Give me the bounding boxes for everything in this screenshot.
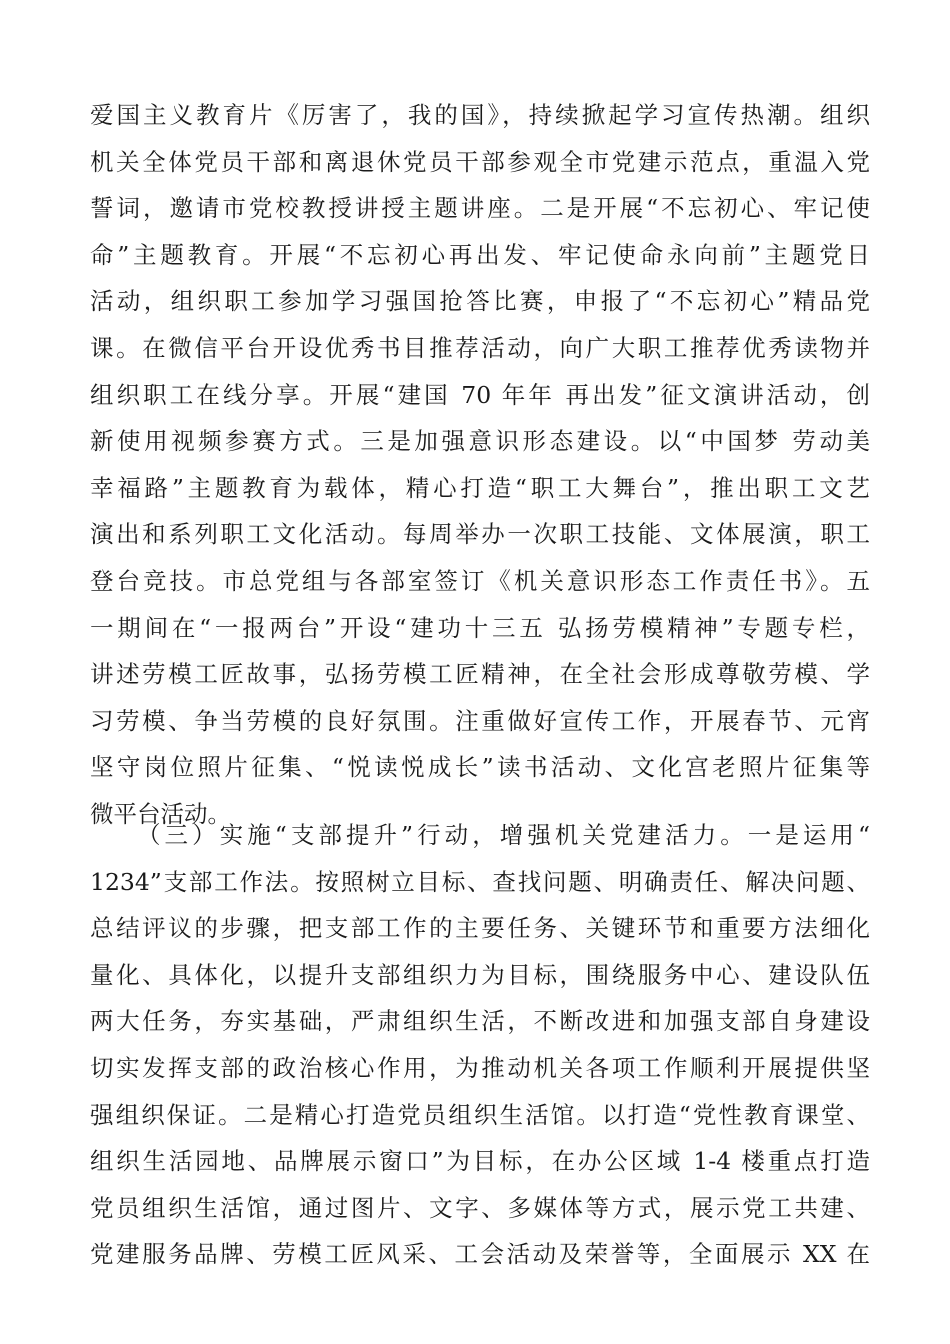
text-line: 机关全体党员干部和离退休党员干部参观全市党建示范点，重温入党 <box>90 147 870 176</box>
paragraph-1 <box>90 92 870 838</box>
text-line: 爱国主义教育片《厉害了，我的国》，持续掀起学习宣传热潮。组织 <box>90 101 870 129</box>
text-line: 组织生活园地、品牌展示窗口”为目标，在办公区域 1-4 楼重点打造 <box>90 1147 870 1176</box>
text-line: 习劳模、争当劳模的良好氛围。注重做好宣传工作，开展春节、元宵 <box>90 706 870 735</box>
text-line: 微平台活动。 <box>90 799 231 828</box>
text-line: 讲述劳模工匠故事，弘扬劳模工匠精神，在全社会形成尊敬劳模、学 <box>90 660 870 689</box>
text-line: 1234”支部工作法。按照树立目标、查找问题、明确责任、解决问题、 <box>90 867 870 896</box>
text-line: 党建服务品牌、劳模工匠风采、工会活动及荣誉等，全面展示 XX 在 <box>90 1240 870 1269</box>
text-line: 活动，组织职工参加学习强国抢答比赛，申报了“不忘初心”精品党 <box>90 287 870 316</box>
text-line: 组织职工在线分享。开展“建国 70 年年 再出发”征文演讲活动，创 <box>90 380 870 409</box>
text-line: 强组织保证。二是精心打造党员组织生活馆。以打造“党性教育课堂、 <box>90 1100 870 1129</box>
section-heading-line: （三）实施“支部提升”行动，增强机关党建活力。一是运用“ <box>137 821 870 849</box>
text-line: 课。在微信平台开设优秀书目推荐活动，向广大职工推荐优秀读物并 <box>90 333 870 362</box>
text-line: 一期间在“一报两台”开设“建功十三五 弘扬劳模精神”专题专栏， <box>90 613 870 642</box>
text-line: 坚守岗位照片征集、“悦读悦成长”读书活动、文化宫老照片征集等 <box>90 753 870 782</box>
paragraph-2 <box>90 812 870 1278</box>
text-line: 誓词，邀请市党校教授讲授主题讲座。二是开展“不忘初心、牢记使 <box>90 194 870 223</box>
text-line: 演出和系列职工文化活动。每周举办一次职工技能、文体展演，职工 <box>90 520 870 549</box>
text-line: 两大任务，夯实基础，严肃组织生活，不断改进和加强支部自身建设 <box>90 1007 870 1036</box>
text-line: 总结评议的步骤，把支部工作的主要任务、关键环节和重要方法细化 <box>90 914 870 943</box>
text-line: 党员组织生活馆，通过图片、文字、多媒体等方式，展示党工共建、 <box>90 1193 870 1222</box>
text-line: 新使用视频参赛方式。三是加强意识形态建设。以“中国梦 劳动美 <box>90 427 870 456</box>
text-line: 登台竞技。市总党组与各部室签订《机关意识形态工作责任书》。五 <box>90 566 870 595</box>
text-line: 命”主题教育。开展“不忘初心再出发、牢记使命永向前”主题党日 <box>90 240 870 269</box>
text-line: 幸福路”主题教育为载体，精心打造“职工大舞台”，推出职工文艺 <box>90 473 870 502</box>
text-line: 量化、具体化，以提升支部组织力为目标，围绕服务中心、建设队伍 <box>90 960 870 989</box>
text-line: 切实发挥支部的政治核心作用，为推动机关各项工作顺利开展提供坚 <box>90 1053 870 1082</box>
